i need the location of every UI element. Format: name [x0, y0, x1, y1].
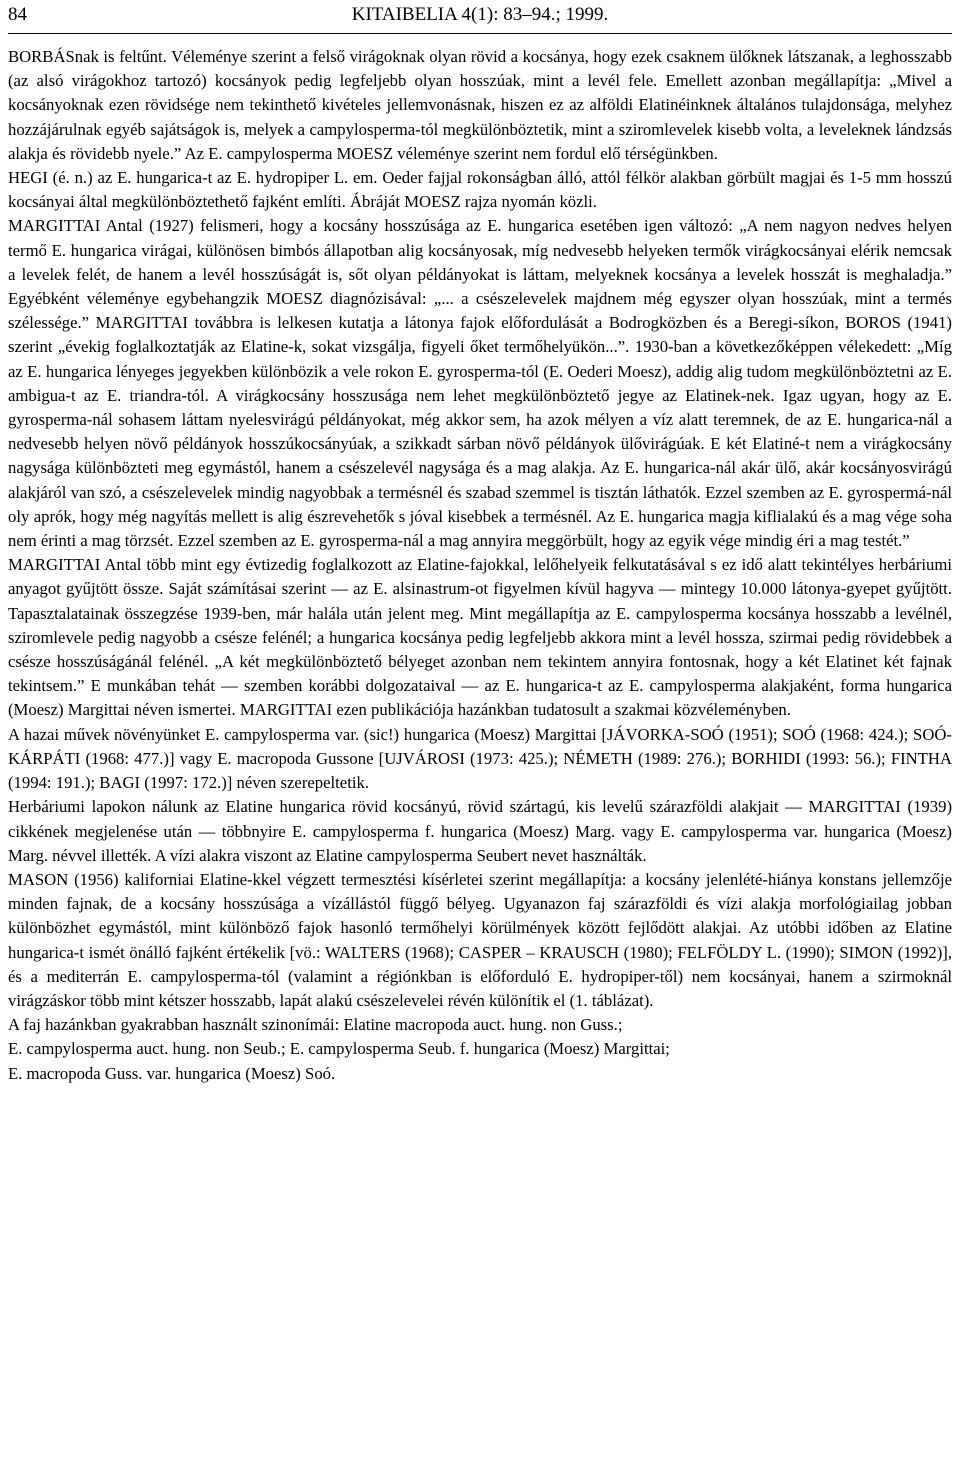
- paragraph-mason: MASON (1956) kaliforniai Elatine-kkel végzett termesztési kísérletei szerint megállapítja: a kocsány jelenlété-hiánya konstans jellemzője minden fajnak, de a kocsány hosszúsága a vízállástól függő bélyeg. Ugyanazon faj szárazföldi és vízi alakja morfológiailag jobban különbözhet egymástól, mint különböző fajok hasonló termőhelyi körülmények között fejlődött alakjai. Az utóbbi időben az Elatine hungarica-t ismét önálló fajként értékelik [vö.: WALTERS (1968); CASPER – KRAUSCH (1980); FELFÖLDY L. (1990); SIMON (1992)], és a mediterrán E. campylosperma-tól (valamint a régiónkban is előforduló E. hydropiper-től) nem kocsányai, hanem a szirmoknál virágzáskor több mint kétszer hosszabb, lapát alakú csészelevelei révén különítik el (1. táblázat).: [8, 869, 952, 1010]
- article-body: [8, 45, 952, 1086]
- synonyms-line-3: E. macropoda Guss. var. hungarica (Moesz) Soó.: [8, 1063, 336, 1083]
- synonyms-intro: A faj hazánkban gyakrabban használt szinonímái: Elatine macropoda auct. hung. non Guss.;: [8, 1015, 623, 1035]
- paragraph-herbarium: Herbáriumi lapokon nálunk az Elatine hungarica rövid kocsányú, rövid szártagú, kis levelű szárazföldi alakjait — MARGITTAI (1939) cikkének megjelenése után — többnyire E. campylosperma f. hungarica (Moesz) Marg. vagy E. campylosperma var. hungarica (Moesz) Marg. névvel illették. A vízi alakra viszont az Elatine campylosperma Seubert nevet használták.: [8, 797, 952, 865]
- paragraph-margittai-1939: MARGITTAI Antal több mint egy évtizedig foglalkozott az Elatine-fajokkal, lelőhelyeik felkutatásával s ez idő alatt tekintélyes herbáriumi anyagot gyűjtött össze. Saját számításai szerint — az E. alsinastrum-ot figyelmen kívül hagyva — mintegy 10.000 látonya-gyepet gyűjtött. Tapasztalatainak összegzése 1939-ben, már halála után jelent meg. Mint megállapítja az E. campylosperma kocsánya hosszabb a levélnél, sziromlevele pedig nagyobb a csésze felénél; a hungarica kocsánya pedig legfeljebb akkora mint a levél hossza, szirmai pedig rövidebbek a csésze hosszúságánál felénél. „A két megkülönböztető bélyeget azonban nem tekintem annyira fontosnak, hogy a két Elatinet két fajnak tekintsem.” E munkában tehát — szemben korábbi dolgozataival — az E. hungarica-t az E. campylosperma alakjaként, forma hungarica (Moesz) Margittai néven ismertei. MARGITTAI ezen publikációja hazánkban tudatosult a szakmai közvéleményben.: [8, 555, 952, 720]
- paragraph-borbas: BORBÁSnak is feltűnt. Véleménye szerint a felső virágoknak olyan rövid a kocsánya, hogy ezek csaknem ülőknek látszanak, a leghosszabb (az alsó virágokhoz tartozó) kocsányok pedig legfeljebb olyan hosszúak, mint a levél fele. Emellett azonban megállapítja: „Mivel a kocsányoknak ezen rövidsége nem tekinthető kivételes jellemvonásnak, hiszen ez az alföldi Elatinéinknek általános tulajdonsága, melyhez hozzájárulnak egyéb sajátságok is, melyek a campylosperma-tól megkülönböztetik, mint a sziromlevelek kisebb volta, a leveleknek lándzsás alakja és rövidebb nyele.” Az E. campylosperma MOESZ véleménye szerint nem fordul elő térségünkben.: [8, 47, 952, 163]
- paragraph-margittai-1927: MARGITTAI Antal (1927) felismeri, hogy a kocsány hosszúsága az E. hungarica esetében igen változó: „A nem nagyon nedves helyen termő E. hungarica virágai, különösen bimbós állapotban alig kocsányosak, míg nedvesebb helyeken termők virágkocsányai elérik nemcsak a levelek felét, de hanem a levél hosszúságát is, sőt olyan példányokat is láttam, melyeknek kocsánya a levelek hosszát is meghaladja.” Egyébként véleménye egybehangzik MOESZ diagnózisával: „... a csészelevelek majdnem még egyszer olyan hosszúak, mint a termés szélessége.” MARGITTAI továbbra is lelkesen kutatja a látonya fajok előfordulását a Bodrogközben és a Beregi-síkon, BOROS (1941) szerint „évekig foglalkoztatják az Elatine-k, sokat vizsgálja, figyeli őket termőhelyükön...”. 1930-ban a következőképpen vélekedett: „Míg az E. hungarica lényeges jegyekben különbözik a vele rokon E. gyrosperma-tól (E. Oederi Moesz), addig alig tudom megkülönböztetni az E. ambigua-t az E. triandra-tól. A virágkocsány hosszusága nem lehet megkülönböztető jegye az Elatinek-nek. Igaz ugyan, hogy az E. gyrosperma-nál sohasem láttam nyelesvirágú példányokat, még akkor sem, ha azok mélyen a víz alatt teremnek, de az E. hungarica-nál a nedvesebb helyen növő példányok hosszúkocsányúak, a szikkadt sárban növő példányok ülővirágúak. E két Elatiné-t nem a virágkocsány nagysága különbözteti meg egymástól, hanem a csészelevél nagysága és a mag alakja. Az E. hungarica-nál akár ülő, akár kocsányosvirágú alakjáról van szó, a csészelevelek mindig nagyobbak a termésnél és szabad szemmel is tisztán láthatók. Ezzel szemben az E. gyrospermá-nál oly aprók, hogy még nagyítás mellett is alig észrevehetők s jóval kisebbek a termésnél. Az E. hungarica magja kiflialakú és a mag vége soha nem érinti a mag törzsét. Ezzel szemben az E. gyrosperma-nál a mag annyira meggörbült, hogy az egyik vége mindig éri a mag testét.”: [8, 216, 952, 551]
- paragraph-hegi: HEGI (é. n.) az E. hungarica-t az E. hydropiper L. em. Oeder fajjal rokonságban álló, attól félkör alakban görbült magjai és 1-5 mm hosszú kocsányai által megkülönböztethető fajként említi. Ábráját MOESZ rajza nyomán közli.: [8, 168, 952, 212]
- synonyms-line-2: E. campylosperma auct. hung. non Seub.; E. campylosperma Seub. f. hungarica (Moesz) Margittai;: [8, 1039, 670, 1059]
- page-number: 84: [8, 4, 27, 25]
- header-rule: [8, 33, 952, 34]
- paragraph-hazai-muvek: A hazai művek növényünket E. campylosperma var. (sic!) hungarica (Moesz) Margittai [JÁVORKA-SOÓ (1951); SOÓ (1968: 424.); SOÓ-KÁRPÁTI (1968: 477.)] vagy E. macropoda Gussone [UJVÁROSI (1973: 425.); NÉMETH (1989: 276.); BORHIDI (1993: 56.); FINTHA (1994: 191.); BAGI (1997: 172.)] néven szerepeltetik.: [8, 724, 952, 793]
- running-header: [8, 0, 952, 40]
- journal-citation: KITAIBELIA 4(1): 83–94.; 1999.: [351, 4, 609, 25]
